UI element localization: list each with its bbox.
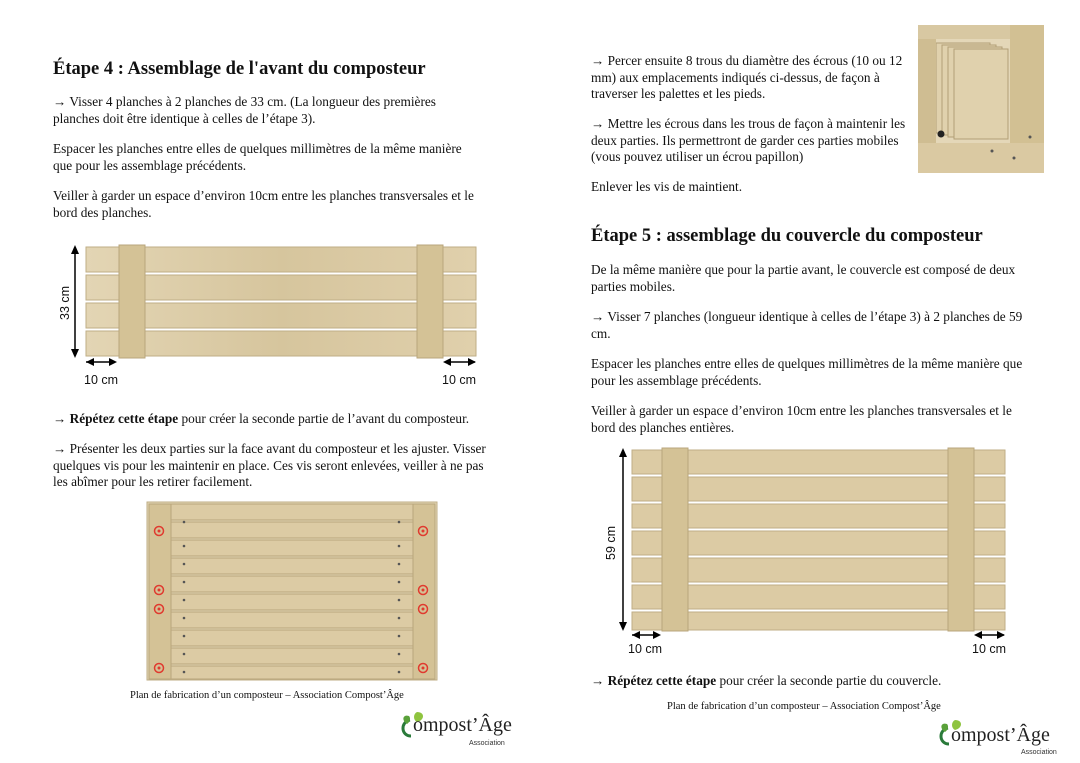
fig1-right-label: 10 cm [442,373,477,387]
step5-paragraph-4: Veiller à garder un espace d’environ 10cm entre les planches transversales et le bord des planches entières. [591,403,1012,435]
nuts-paragraph: → Mettre les écrous dans les trous de façon à maintenir les deux parties. Ils permettront de garder ces parties mobiles (vous pouvez utiliser un écrou papillon) [591,116,906,164]
lid-height-label: 59 cm [604,525,618,560]
step4-paragraph-5: → Présenter les deux parties sur la face avant du composteur et les ajuster. Visser quelques vis pour les maintenir en place. Ces vis seront enlevées, veiller à ne pas les abîmer pour les retirer facilement. [53,441,486,489]
logo-sub: Association [469,740,505,747]
repeat-rest: pour créer la seconde partie de l’avant du composteur. [178,411,470,426]
fig1-left-label: 10 cm [84,373,119,387]
repeat-rest-right: pour créer la seconde partie du couvercle. [716,673,942,688]
left-logo [397,708,527,758]
step5-repeat [591,673,1031,690]
lid-drawing [615,448,1015,638]
logo-text: ompost’Âge [413,714,512,736]
step4-paragraph-1: → Visser 4 planches à 2 planches de 33 cm. (La longueur des premières planches doit être identique à celles de l’étape 3). [53,94,436,126]
logo-sub: Association [1021,749,1057,756]
repeat-arrow-right: → [591,673,608,688]
right-page [540,0,1080,763]
drill-paragraph: → Percer ensuite 8 trous du diamètre des écrous (10 ou 12 mm) aux emplacements indiqués ci-dessus, de façon à traverser les palettes et les pieds. [591,53,903,101]
remove-screws-paragraph: Enlever les vis de maintient. [591,179,743,194]
assembled-front-drawing [147,502,437,682]
front-panel-drawing [55,245,535,385]
right-caption: Plan de fabrication d’un composteur – Association Compost’Âge [667,701,941,712]
fig1-height-label: 33 cm [58,285,72,320]
step4-repeat [53,411,493,428]
step5-paragraph-1: De la même manière que pour la partie avant, le couvercle est composé de deux parties mobiles. [591,262,1016,294]
corner-detail-image [918,25,1044,173]
step4-heading: Étape 4 : Assemblage de l'avant du composteur [53,59,426,79]
step5-heading: Étape 5 : assemblage du couvercle du composteur [591,226,983,246]
step5-paragraph-2: → Visser 7 planches (longueur identique à celles de l’étape 3) à 2 planches de 59 cm. [591,309,1023,341]
step4-paragraph-2: Espacer les planches entre elles de quelques millimètres de la même manière que pour les assemblage précédents. [53,141,462,173]
repeat-bold-right: Répétez cette étape [607,673,717,688]
logo-text: ompost’Âge [951,724,1050,746]
step4-paragraph-3: Veiller à garder un espace d’environ 10cm entre les planches transversales et le bord des planches. [53,188,474,220]
left-caption: Plan de fabrication d’un composteur – Association Compost’Âge [130,690,404,701]
lid-right-label: 10 cm [972,642,1007,656]
lid-left-label: 10 cm [628,642,663,656]
step5-paragraph-3: Espacer les planches entre elles de quelques millimètres de la même manière que pour les assemblage précédents. [591,356,1023,388]
right-logo [935,716,1075,762]
repeat-bold: Répétez cette étape [69,411,179,426]
repeat-arrow: → [53,411,70,426]
